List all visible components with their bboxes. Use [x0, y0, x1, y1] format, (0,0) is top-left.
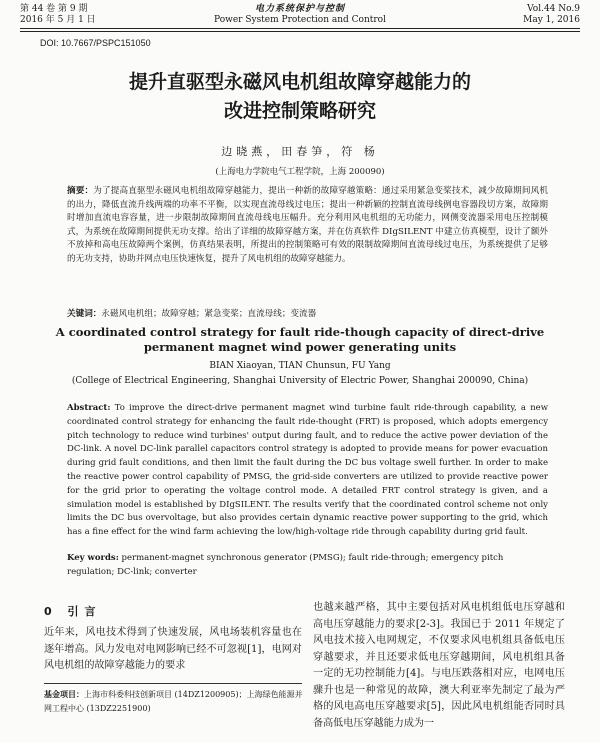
- body-column-right: 也越来越严格，其中主要包括对风电机组低电压穿越和高电压穿越能力的要求[2-3]。我国已于 2011 年规定了风电技术接入电网规定，不仅要求风电机组具备低电压穿越要求，并且还要求低电压穿越期间，风电机组具备一定的无功控制能力[4]。与电压跌落相对应，电网电压骤升也是一种常见的故障，澳大利亚率先制定了最为严格的风电高电压穿越要求[5]，因此风电机组能否同时具备高低电压穿越能力成为一: [313, 602, 565, 729]
- header-rule-thin: [20, 31, 580, 32]
- keywords-cn-text: 永磁风电机组；故障穿越；紧急变桨；直流母线；变流器: [101, 309, 317, 319]
- paper-title-cn: [0, 68, 600, 126]
- abstract-cn-text: 为了提高直驱型永磁风电机组故障穿越能力，提出一种新的故障穿越策略：通过采用紧急变桨技术，减少故障期间风机的出力，降低直流升线两端的功率不平衡，以实现直流母线过电压；提出一种新颖的控制直流母线例电容器段切方案，故障期时增加直流电容容量，进一步限制故障期间直流母线电压幅升。充分利用风电机组的无功能力，网侧变流器采用电压控制模式，为系统在故障期间提供无功支撑。给出了详细的故障穿越方案，并在仿真软件 DIgSILENT 中建立仿真模型，设计了额外不放掉和高电压故障两个案例，仿真结果表明，所提出的控制策略可有效的限制故障期间直流母线过电压，为系统提供了足够的无功支持，协助并网点电压快速恢复，提升了风电机组的故障穿越能力。: [67, 186, 548, 264]
- authors-en: BIAN Xiaoyan, TIAN Chunsun, FU Yang: [209, 361, 391, 371]
- header-center: [20, 4, 580, 26]
- abstract-cn: [67, 185, 548, 267]
- footnote-label: 基金项目：: [44, 690, 84, 699]
- date-cn: 2016 年 5 月 1 日: [20, 15, 96, 25]
- body-column-left: 近年来，风电技术得到了快速发展，风电场装机容量也在逐年增高。风力发电对电网影响已经不可忽视[1]，电网对风电机组的故障穿越能力的要求: [44, 627, 302, 671]
- header-right: [523, 4, 580, 26]
- abstract-en-text: To improve the direct-drive permanent magnet wind turbine fault ride-through capability, a new coordinated control strategy for enhancing the fault ride-thought (FRT) is proposed, which adopts emergency pitch technology to reduce wind turbines' output during fault, and to reduce the active power deviation of the DC-link. A novel DC-link parallel capacitors control strategy is adopted to provide means for power evacuation during grid fault conditions, and then limit the fault during the DC bus voltage swell further. In order to make the reactive power control capability of PMSG, the grid-side converters are utilized to provide reactive power for the grid prior to operating the voltage control mode. A detailed FRT control strategy is given, and a simulation model is established by DIgSILENT. The results verify that the coordinated control scheme not only limits the DC bus overvoltage, but also provides certain dynamic reactive power supporting to the grid, which has a fine effect for the wind farm achieving the low/high-voltage ride through capability during grid fault.: [67, 403, 548, 538]
- keywords-cn: [67, 307, 316, 319]
- affiliation-en: (College of Electrical Engineering, Shanghai University of Electric Power, Shanghai 200090, China): [71, 376, 529, 386]
- affiliation-cn: (上海电力学院电气工程学院，上海 200090): [215, 167, 385, 177]
- authors-cn: 边晓燕，田春笋，符 杨: [221, 145, 379, 158]
- volume-issue-cn: 第 44 卷 第 9 期: [20, 4, 88, 14]
- abstract-en: [67, 402, 548, 540]
- keywords-cn-label: 关键词：: [67, 309, 102, 319]
- section-heading: 0 引言: [44, 605, 102, 618]
- keywords-en-text: permanent-magnet synchronous generator (PMSG); fault ride-through; emergency pitch regulation; DC-link; converter: [67, 553, 504, 577]
- title-cn-line1: 提升直驱型永磁风电机组故障穿越能力的: [128, 71, 471, 93]
- footnote-rule: [44, 683, 302, 684]
- abstract-en-label: Abstract:: [67, 403, 111, 413]
- keywords-en-label: Key words:: [67, 553, 119, 563]
- keywords-en: [67, 552, 548, 580]
- running-header: [20, 4, 580, 30]
- abstract-cn-label: 摘要：: [67, 186, 94, 196]
- doi: DOI: 10.7667/PSPC151050: [40, 38, 151, 48]
- title-en-line1: A coordinated control strategy for fault ride-though capacity of direct-drive: [55, 325, 545, 339]
- journal-name-en: Power System Protection and Control: [214, 15, 386, 25]
- date-en: May 1, 2016: [523, 15, 580, 25]
- footnote-text: 上海市科委科技创新项目 (14DZ1200905)；上海绿色能源并网工程中心 (13DZ2251900): [44, 690, 303, 713]
- journal-name-cn: 电力系统保护与控制: [254, 4, 345, 14]
- paper-title-en: [0, 325, 600, 355]
- title-en-line2: permanent magnet wind power generating units: [143, 340, 457, 354]
- volume-issue-en: Vol.44 No.9: [527, 4, 580, 14]
- title-cn-line2: 改进控制策略研究: [223, 100, 376, 122]
- header-rule-thick: [20, 28, 580, 29]
- footnote-funding: [44, 688, 306, 716]
